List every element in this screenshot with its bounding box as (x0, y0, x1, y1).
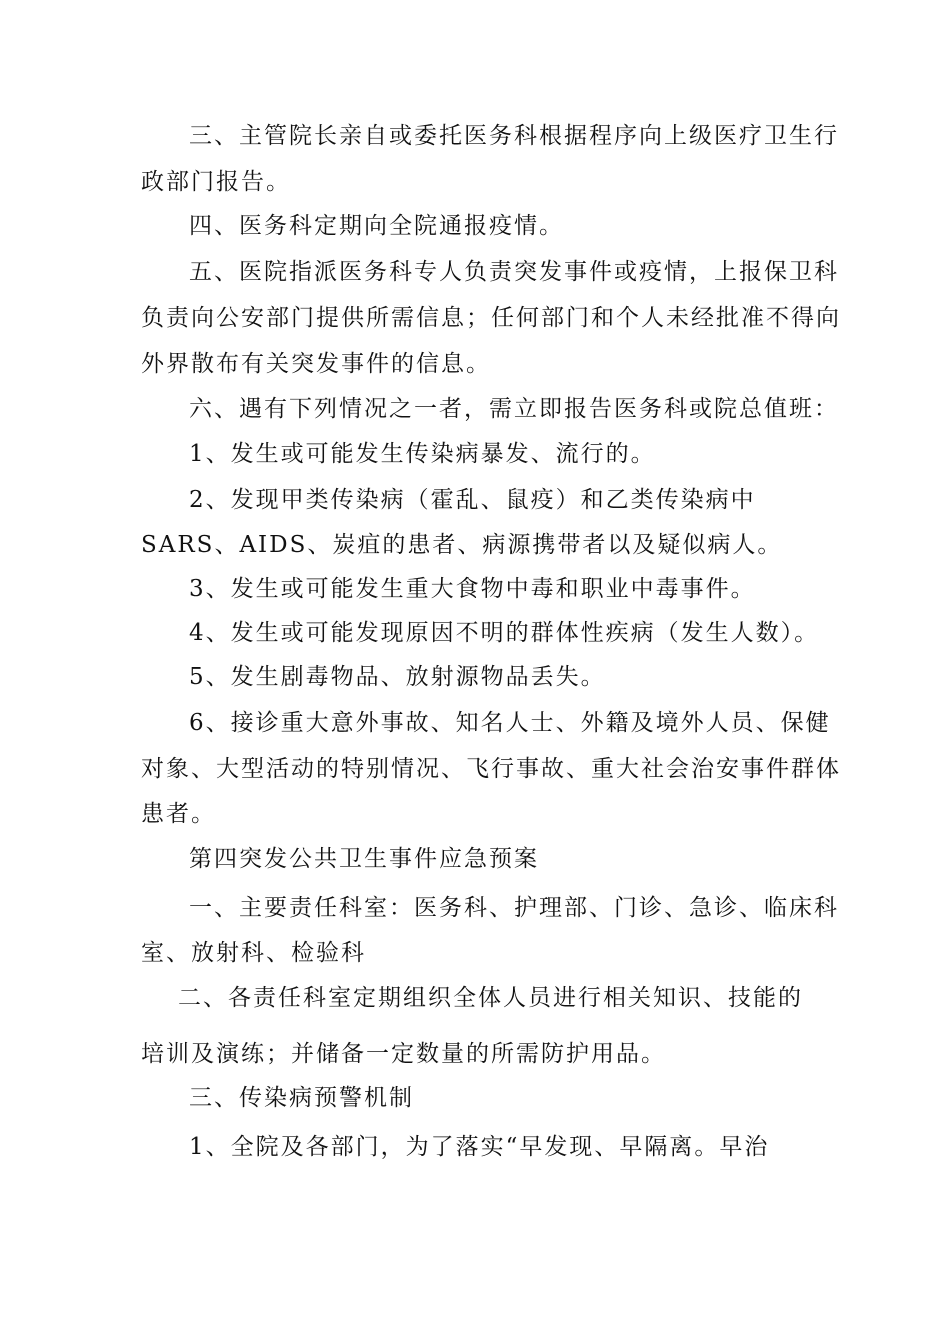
paragraph-line: 六、遇有下列情况之一者，需立即报告医务科或院总值班： (189, 396, 839, 422)
list-item: 4、发生或可能发现原因不明的群体性疾病（发生人数）。 (189, 620, 820, 646)
list-item: 6、接诊重大意外事故、知名人士、外籍及境外人员、保健 (189, 710, 831, 736)
list-item: 1、全院及各部门，为了落实“早发现、早隔离。早治 (189, 1134, 770, 1160)
paragraph-line: 四、医务科定期向全院通报疫情。 (189, 213, 564, 239)
list-item-continuation: SARS、AIDS、炭疽的患者、病源携带者以及疑似病人。 (141, 532, 783, 558)
list-item: 5、发生剧毒物品、放射源物品丢失。 (189, 664, 606, 690)
section-heading: 第四突发公共卫生事件应急预案 (189, 846, 539, 872)
list-item-continuation: 患者。 (141, 801, 216, 827)
list-item: 3、发生或可能发生重大食物中毒和职业中毒事件。 (189, 576, 756, 602)
list-item-continuation: 对象、大型活动的特别情况、飞行事故、重大社会治安事件群体 (141, 756, 841, 782)
paragraph-line: 三、主管院长亲自或委托医务科根据程序向上级医疗卫生行 (189, 123, 839, 149)
list-item: 1、发生或可能发生传染病暴发、流行的。 (189, 441, 656, 467)
paragraph-line: 培训及演练；并储备一定数量的所需防护用品。 (141, 1041, 666, 1067)
paragraph-line: 一、主要责任科室：医务科、护理部、门诊、急诊、临床科 (189, 895, 839, 921)
list-item: 2、发现甲类传染病（霍乱、鼠疫）和乙类传染病中 (189, 487, 756, 513)
paragraph-line: 外界散布有关突发事件的信息。 (141, 351, 491, 377)
paragraph-line: 五、医院指派医务科专人负责突发事件或疫情，上报保卫科 (189, 259, 839, 285)
paragraph-line: 三、传染病预警机制 (189, 1085, 414, 1111)
paragraph-line: 政部门报告。 (141, 169, 291, 195)
paragraph-line: 二、各责任科室定期组织全体人员进行相关知识、技能的 (178, 985, 803, 1011)
paragraph-line: 室、放射科、检验科 (141, 940, 366, 966)
paragraph-line: 负责向公安部门提供所需信息；任何部门和个人未经批准不得向 (141, 305, 841, 331)
